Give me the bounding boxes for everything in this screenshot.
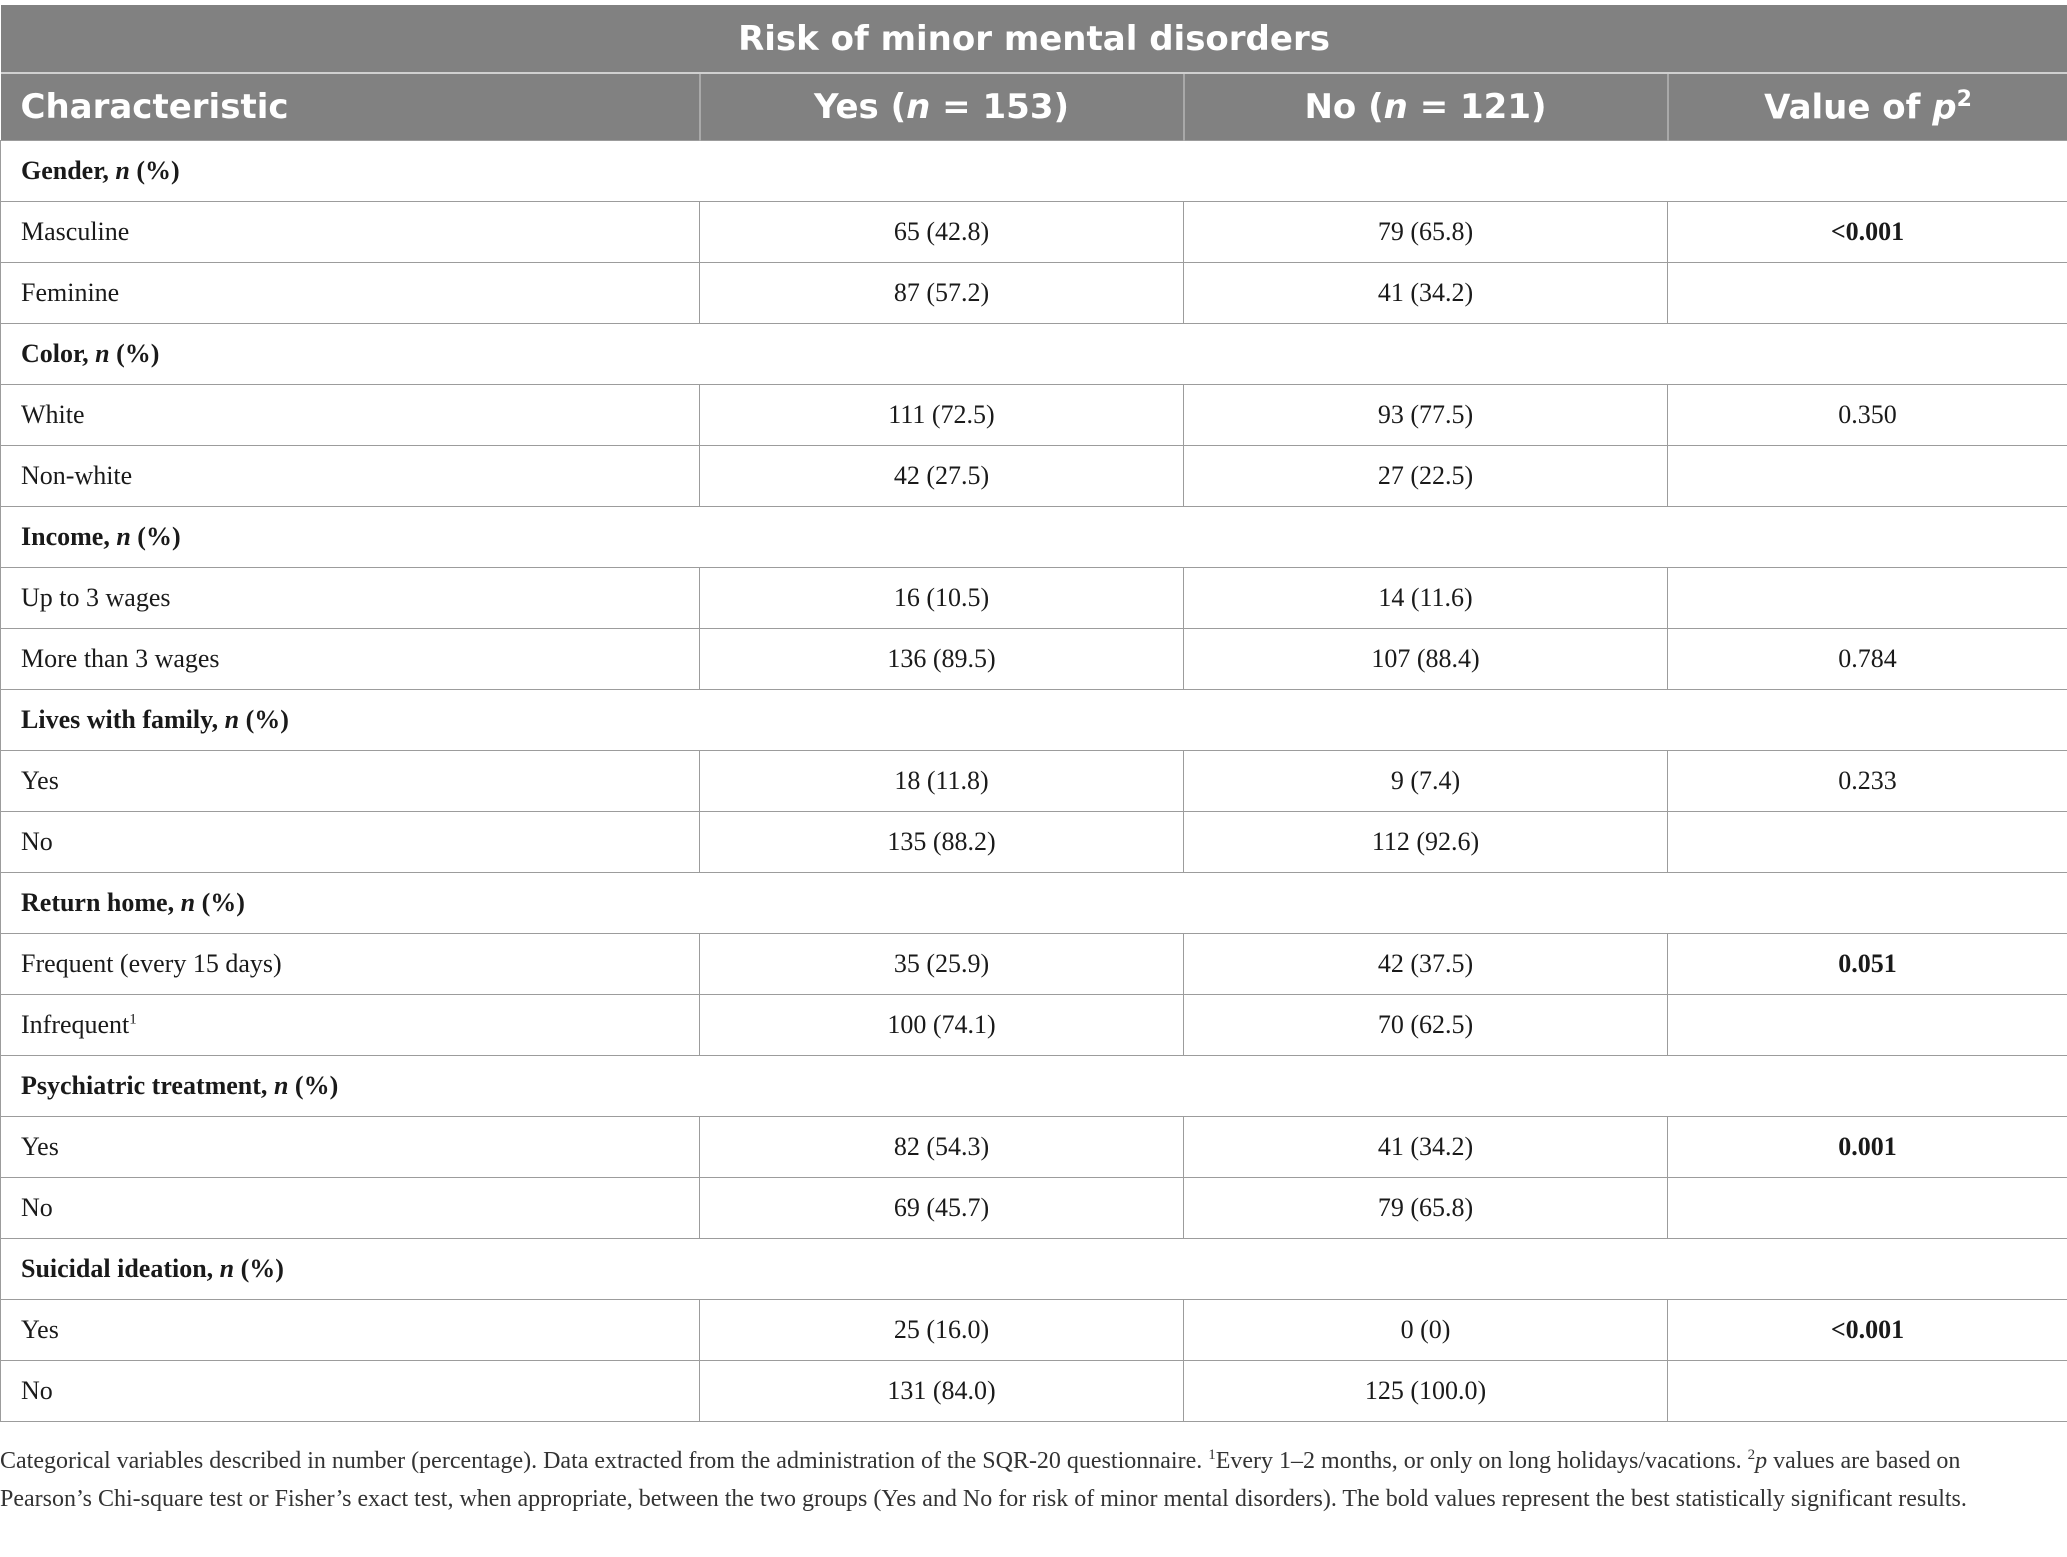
group-suffix: (%) <box>240 1254 284 1283</box>
cell-p-value <box>1668 812 2067 873</box>
cell-no: 42 (37.5) <box>1184 934 1668 995</box>
row-label <box>1 1300 700 1361</box>
row-label-text: No <box>21 827 53 856</box>
table-row <box>1 446 2067 507</box>
table-row <box>1 385 2067 446</box>
header-p-value <box>1668 73 2067 141</box>
row-label <box>1 202 700 263</box>
header-no-label: No ( <box>1304 87 1384 127</box>
cell-no: 93 (77.5) <box>1184 385 1668 446</box>
header-yes-n: n <box>906 87 931 127</box>
footnote-text-2: Every 1–2 months, or only on long holidays/vacations. <box>1215 1448 1748 1474</box>
row-label <box>1 995 700 1056</box>
row-label-text: Feminine <box>21 278 120 307</box>
row-label-text: Yes <box>21 1315 59 1344</box>
group-title-text: Suicidal ideation, <box>21 1254 214 1283</box>
group-header-row <box>1 873 2067 934</box>
row-label <box>1 1361 700 1422</box>
group-suffix: (%) <box>116 339 160 368</box>
banner-row <box>1 5 2067 73</box>
header-no-n: n <box>1383 87 1408 127</box>
group-header-row <box>1 690 2067 751</box>
cell-p-value <box>1668 263 2067 324</box>
header-no-count: = 121) <box>1407 87 1547 127</box>
group-suffix: (%) <box>136 156 180 185</box>
cell-no: 9 (7.4) <box>1184 751 1668 812</box>
group-n-symbol: n <box>115 156 130 185</box>
header-yes <box>700 73 1184 141</box>
header-p-label: Value of <box>1764 87 1933 128</box>
row-label <box>1 934 700 995</box>
row-label <box>1 629 700 690</box>
row-label-text: More than 3 wages <box>21 644 220 673</box>
row-label-text: No <box>21 1193 53 1222</box>
table-row <box>1 202 2067 263</box>
cell-yes: 82 (54.3) <box>700 1117 1184 1178</box>
header-p-symbol: p <box>1932 87 1957 128</box>
cell-no: 112 (92.6) <box>1184 812 1668 873</box>
footnote-sup-2: 2 <box>1747 1447 1756 1463</box>
group-title <box>1 1056 2067 1117</box>
cell-yes: 87 (57.2) <box>700 263 1184 324</box>
group-n-symbol: n <box>116 522 131 551</box>
cell-p-value <box>1668 446 2067 507</box>
cell-yes: 65 (42.8) <box>700 202 1184 263</box>
table-row <box>1 812 2067 873</box>
group-header-row <box>1 324 2067 385</box>
row-label <box>1 751 700 812</box>
header-characteristic: Characteristic <box>1 73 700 141</box>
cell-p-value <box>1668 568 2067 629</box>
cell-no: 70 (62.5) <box>1184 995 1668 1056</box>
table-row <box>1 1178 2067 1239</box>
cell-yes: 35 (25.9) <box>700 934 1184 995</box>
cell-yes: 100 (74.1) <box>700 995 1184 1056</box>
cell-no: 79 (65.8) <box>1184 1178 1668 1239</box>
cell-no: 79 (65.8) <box>1184 202 1668 263</box>
results-table <box>0 5 2067 1422</box>
table-row <box>1 629 2067 690</box>
cell-p-value: 0.233 <box>1668 751 2067 812</box>
cell-p-value: 0.051 <box>1668 934 2067 995</box>
cell-p-value <box>1668 1361 2067 1422</box>
group-title <box>1 873 2067 934</box>
table-row <box>1 263 2067 324</box>
header-row <box>1 73 2067 141</box>
group-title-text: Psychiatric treatment, <box>21 1071 268 1100</box>
cell-p-value <box>1668 995 2067 1056</box>
footnote-sup-1: 1 <box>1208 1447 1216 1463</box>
row-label <box>1 812 700 873</box>
group-header-row <box>1 507 2067 568</box>
table-row <box>1 1300 2067 1361</box>
table-body <box>1 141 2067 1422</box>
row-label <box>1 385 700 446</box>
header-p-superscript: 2 <box>1956 86 1972 112</box>
table-row <box>1 995 2067 1056</box>
row-label-text: Yes <box>21 766 59 795</box>
group-header-row <box>1 141 2067 202</box>
cell-yes: 25 (16.0) <box>700 1300 1184 1361</box>
cell-yes: 111 (72.5) <box>700 385 1184 446</box>
row-label-text: No <box>21 1376 53 1405</box>
cell-p-value: 0.001 <box>1668 1117 2067 1178</box>
row-label <box>1 1117 700 1178</box>
group-suffix: (%) <box>245 705 289 734</box>
row-label <box>1 446 700 507</box>
cell-p-value: <0.001 <box>1668 1300 2067 1361</box>
cell-p-value: 0.350 <box>1668 385 2067 446</box>
table-row <box>1 934 2067 995</box>
header-yes-count: = 153) <box>930 87 1070 127</box>
group-n-symbol: n <box>219 1254 235 1283</box>
header-yes-label: Yes ( <box>813 87 907 127</box>
header-no <box>1184 73 1668 141</box>
row-label-text: Infrequent <box>21 1010 130 1039</box>
row-label-text: Masculine <box>21 217 130 246</box>
cell-no: 14 (11.6) <box>1184 568 1668 629</box>
row-label-text: Non-white <box>21 461 133 490</box>
cell-no: 27 (22.5) <box>1184 446 1668 507</box>
cell-yes: 131 (84.0) <box>700 1361 1184 1422</box>
group-n-symbol: n <box>273 1071 289 1100</box>
cell-p-value <box>1668 1178 2067 1239</box>
group-n-symbol: n <box>224 705 240 734</box>
group-title-text: Return home, <box>21 888 175 917</box>
cell-no: 125 (100.0) <box>1184 1361 1668 1422</box>
table-footnote <box>0 1436 2050 1518</box>
group-title <box>1 324 2067 385</box>
group-suffix: (%) <box>137 522 181 551</box>
table-row <box>1 568 2067 629</box>
cell-p-value: 0.784 <box>1668 629 2067 690</box>
group-title-text: Lives with family, <box>21 705 219 734</box>
row-label-superscript: 1 <box>129 1011 137 1028</box>
row-label-text: Up to 3 wages <box>21 583 171 612</box>
table-row <box>1 751 2067 812</box>
cell-yes: 135 (88.2) <box>700 812 1184 873</box>
row-label-text: Frequent (every 15 days) <box>21 949 282 978</box>
cell-no: 0 (0) <box>1184 1300 1668 1361</box>
group-n-symbol: n <box>180 888 196 917</box>
cell-yes: 42 (27.5) <box>700 446 1184 507</box>
group-title <box>1 1239 2067 1300</box>
cell-no: 41 (34.2) <box>1184 1117 1668 1178</box>
group-title <box>1 507 2067 568</box>
group-header-row <box>1 1239 2067 1300</box>
group-title <box>1 690 2067 751</box>
table-row <box>1 1361 2067 1422</box>
cell-yes: 136 (89.5) <box>700 629 1184 690</box>
row-label <box>1 1178 700 1239</box>
group-n-symbol: n <box>95 339 110 368</box>
row-label-text: Yes <box>21 1132 59 1161</box>
row-label <box>1 263 700 324</box>
cell-no: 107 (88.4) <box>1184 629 1668 690</box>
table-banner: Risk of minor mental disorders <box>1 5 2067 73</box>
cell-yes: 18 (11.8) <box>700 751 1184 812</box>
cell-yes: 16 (10.5) <box>700 568 1184 629</box>
table-row <box>1 1117 2067 1178</box>
group-title-text: Color, <box>21 339 89 368</box>
cell-p-value: <0.001 <box>1668 202 2067 263</box>
group-title-text: Gender, <box>21 156 109 185</box>
group-title-text: Income, <box>21 522 110 551</box>
footnote-text-3: values are based on Pearson’s Chi-square test or Fisher’s exact test, when appropriate, between the two groups (Yes and No for risk of minor mental disorders). The bold values represent the best statistically significant results. <box>0 1448 1967 1512</box>
group-header-row <box>1 1056 2067 1117</box>
row-label <box>1 568 700 629</box>
footnote-p-symbol: p <box>1755 1448 1768 1474</box>
footnote-text-1: Categorical variables described in number (percentage). Data extracted from the administration of the SQR-20 questionnaire. <box>0 1448 1209 1474</box>
results-table-container <box>0 5 2067 1422</box>
group-suffix: (%) <box>201 888 245 917</box>
cell-no: 41 (34.2) <box>1184 263 1668 324</box>
group-suffix: (%) <box>294 1071 339 1100</box>
group-title <box>1 141 2067 202</box>
cell-yes: 69 (45.7) <box>700 1178 1184 1239</box>
row-label-text: White <box>21 400 85 429</box>
